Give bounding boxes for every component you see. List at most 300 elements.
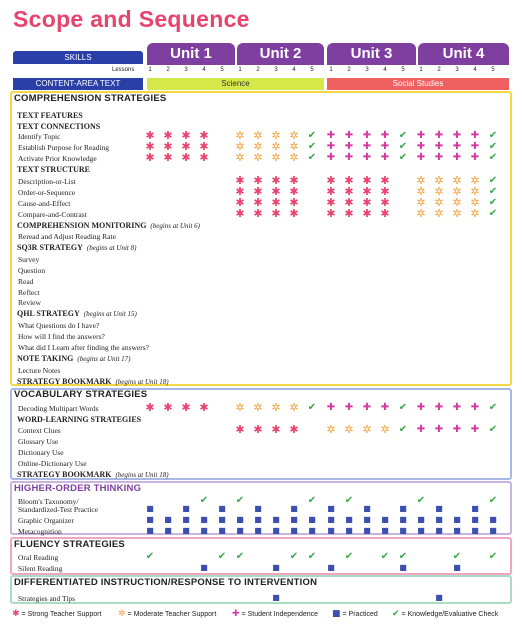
moderate-support-icon: ✲: [289, 140, 299, 153]
practiced-icon: ■: [345, 515, 353, 524]
practiced-icon: ■: [146, 504, 154, 513]
practiced-icon: ■: [182, 515, 190, 524]
practiced-icon: ■: [399, 526, 407, 535]
moderate-support-icon: ✲: [416, 196, 426, 209]
row-label: [18, 277, 33, 286]
lesson-number: 1: [238, 67, 242, 73]
practiced-icon: ■: [453, 526, 461, 535]
student-independence-icon: ✚: [362, 141, 372, 152]
practiced-icon: ■: [471, 526, 479, 535]
check-icon: ✔: [307, 130, 317, 141]
legend-strong: ✱ = Strong Teacher Support: [12, 609, 102, 619]
practiced-icon: ■: [489, 515, 497, 524]
strong-support-icon: ✱: [12, 609, 20, 619]
row-label: [18, 404, 99, 413]
check-icon: ✔: [145, 551, 155, 562]
strong-support-icon: ✱: [271, 423, 281, 436]
row-label: [17, 122, 100, 131]
moderate-support-icon: ✲: [434, 207, 444, 220]
practiced-icon: ■: [254, 504, 262, 513]
row-label: [18, 437, 58, 446]
student-independence-icon: ✚: [344, 402, 354, 413]
student-independence-icon: ✚: [470, 424, 480, 435]
lesson-number: 1: [329, 67, 333, 73]
row-note: (begins at Unit 15): [83, 310, 137, 318]
row-note: (begins at Unit 18): [115, 378, 169, 386]
practiced-icon: ■: [290, 504, 298, 513]
practiced-icon: ■: [471, 515, 479, 524]
check-icon: ✔: [398, 130, 408, 141]
practiced-icon: ■: [399, 515, 407, 524]
strong-support-icon: ✱: [362, 207, 372, 220]
practiced-icon: ■: [200, 515, 208, 524]
lesson-number: 5: [310, 67, 314, 73]
strong-support-icon: ✱: [271, 185, 281, 198]
legend-moderate: ✲ = Moderate Teacher Support: [118, 609, 217, 619]
practiced-icon: ■: [471, 504, 479, 513]
lesson-number: 4: [383, 67, 387, 73]
moderate-support-icon: ✲: [253, 151, 263, 164]
legend-independence: ✚ = Student Independence: [232, 609, 319, 619]
practiced-icon: ■: [327, 504, 335, 513]
practiced-icon: ■: [164, 526, 172, 535]
student-independence-icon: ✚: [362, 402, 372, 413]
row-label: [18, 255, 39, 264]
row-label: [18, 459, 87, 468]
lesson-number: 3: [184, 67, 188, 73]
practiced-icon: ■: [164, 515, 172, 524]
check-icon: ✔: [307, 141, 317, 152]
skills-header: SKILLS: [13, 51, 143, 64]
row-label-text: Question: [18, 266, 46, 275]
check-icon: ✔: [488, 424, 498, 435]
practiced-icon: ■: [435, 526, 443, 535]
row-label: [17, 165, 90, 174]
practiced-icon: ■: [399, 563, 407, 572]
practiced-icon: ■: [254, 526, 262, 535]
strong-support-icon: ✱: [199, 401, 209, 414]
row-note: (begins at Unit 6): [150, 222, 200, 230]
row-label-text: TEXT STRUCTURE: [17, 165, 90, 174]
moderate-support-icon: ✲: [434, 174, 444, 187]
practiced-icon: ■: [218, 515, 226, 524]
row-label-text: STRATEGY BOOKMARK: [17, 470, 112, 479]
row-label-text: COMPREHENSION MONITORING: [17, 221, 147, 230]
student-independence-icon: ✚: [470, 402, 480, 413]
row-label: [18, 564, 62, 573]
student-independence-icon: ✚: [416, 424, 426, 435]
moderate-support-icon: ✲: [344, 423, 354, 436]
check-icon: ✔: [307, 551, 317, 562]
row-label-text: How will I find the answers?: [18, 332, 105, 341]
moderate-support-icon: ✲: [271, 129, 281, 142]
student-independence-icon: ✚: [434, 141, 444, 152]
practiced-icon: ■: [327, 515, 335, 524]
row-label-text: What did I Learn after finding the answers?: [18, 343, 149, 352]
student-independence-icon: ✚: [380, 402, 390, 413]
moderate-support-icon: ✲: [253, 129, 263, 142]
row-label: [18, 516, 74, 525]
strong-support-icon: ✱: [344, 185, 354, 198]
row-label-text: NOTE TAKING: [17, 354, 74, 363]
lessons-label: Lessons: [112, 67, 135, 73]
section-differentiated: DIFFERENTIATED INSTRUCTION/RESPONSE TO INTERVENTION: [14, 577, 318, 588]
student-independence-icon: ✚: [452, 141, 462, 152]
practiced-icon: ■: [218, 504, 226, 513]
section-vocabulary: VOCABULARY STRATEGIES: [14, 389, 148, 400]
moderate-support-icon: ✲: [452, 196, 462, 209]
check-icon: ✔: [307, 152, 317, 163]
moderate-support-icon: ✲: [434, 185, 444, 198]
row-label: [17, 470, 169, 480]
row-label-text: Review: [18, 298, 41, 307]
practiced-icon: ■: [453, 563, 461, 572]
moderate-support-icon: ✲: [289, 129, 299, 142]
student-independence-icon: ✚: [326, 152, 336, 163]
practiced-icon: ■: [417, 515, 425, 524]
lesson-number: 2: [256, 67, 260, 73]
lesson-number: 2: [437, 67, 441, 73]
row-label: [18, 366, 60, 375]
strong-support-icon: ✱: [289, 185, 299, 198]
row-label-text: Decoding Multipart Words: [18, 404, 99, 413]
moderate-support-icon: ✲: [253, 401, 263, 414]
moderate-support-icon: ✲: [470, 185, 480, 198]
strong-support-icon: ✱: [235, 196, 245, 209]
row-label: [18, 527, 62, 536]
practiced-icon: ■: [272, 593, 280, 602]
student-independence-icon: ✚: [326, 130, 336, 141]
student-independence-icon: ✚: [470, 141, 480, 152]
check-icon: ✔: [344, 551, 354, 562]
moderate-support-icon: ✲: [470, 207, 480, 220]
strong-support-icon: ✱: [145, 129, 155, 142]
lesson-number: 1: [419, 67, 423, 73]
practiced-icon: ■: [399, 504, 407, 513]
strong-support-icon: ✱: [253, 423, 263, 436]
strong-support-icon: ✱: [289, 196, 299, 209]
moderate-support-icon: ✲: [289, 401, 299, 414]
check-icon: ✔: [488, 141, 498, 152]
check-icon: ✔: [488, 495, 498, 506]
strong-support-icon: ✱: [199, 140, 209, 153]
row-label: [17, 354, 130, 364]
practiced-icon: ■: [146, 515, 154, 524]
check-icon: ✔: [452, 551, 462, 562]
check-icon: ✔: [488, 175, 498, 186]
moderate-support-icon: ✲: [452, 185, 462, 198]
student-independence-icon: ✚: [434, 130, 444, 141]
strong-support-icon: ✱: [380, 174, 390, 187]
lesson-number: 2: [166, 67, 170, 73]
student-independence-icon: ✚: [416, 402, 426, 413]
student-independence-icon: ✚: [452, 130, 462, 141]
row-label: [18, 343, 149, 352]
student-independence-icon: ✚: [380, 152, 390, 163]
practiced-icon: ■: [254, 515, 262, 524]
row-label: [18, 332, 105, 341]
check-icon: ✔: [398, 424, 408, 435]
strong-support-icon: ✱: [289, 207, 299, 220]
moderate-support-icon: ✲: [235, 401, 245, 414]
row-label-text: Read: [18, 277, 34, 286]
row-label: [18, 132, 60, 141]
moderate-support-icon: ✲: [271, 140, 281, 153]
row-label-text: Reread and Adjust Reading Rate: [18, 232, 116, 241]
row-label-text: Silent Reading: [18, 564, 63, 573]
practiced-icon: ■: [290, 526, 298, 535]
row-label-text: WORD-LEARNING STRATEGIES: [17, 415, 142, 424]
unit-1-header: Unit 1: [147, 43, 235, 65]
moderate-support-icon: ✲: [470, 196, 480, 209]
content-area-text-header: CONTENT-AREA TEXT: [13, 78, 143, 90]
moderate-support-icon: ✲: [289, 151, 299, 164]
student-independence-icon: ✚: [452, 402, 462, 413]
practiced-icon: ■: [435, 593, 443, 602]
practiced-icon: ■: [146, 526, 154, 535]
practiced-icon: ■: [218, 526, 226, 535]
strong-support-icon: ✱: [181, 140, 191, 153]
practiced-icon: ■: [272, 515, 280, 524]
unit-3-header: Unit 3: [327, 43, 416, 65]
row-label: [17, 221, 200, 231]
row-label: [18, 594, 75, 603]
practiced-icon: ■: [308, 515, 316, 524]
student-independence-icon: ✚: [470, 130, 480, 141]
row-label-text: Bloom's Taxonomy/: [18, 497, 79, 506]
strong-support-icon: ✱: [362, 185, 372, 198]
check-icon: ✔: [398, 152, 408, 163]
student-independence-icon: ✚: [452, 152, 462, 163]
strong-support-icon: ✱: [326, 196, 336, 209]
moderate-support-icon: ✲: [235, 151, 245, 164]
strong-support-icon: ✱: [344, 207, 354, 220]
lesson-number: 5: [491, 67, 495, 73]
row-label-text: Compare-and-Contrast: [18, 210, 87, 219]
practiced-icon: ■: [327, 526, 335, 535]
row-label: [18, 266, 45, 275]
strong-support-icon: ✱: [344, 174, 354, 187]
row-label: [18, 210, 87, 219]
row-label-text: Establish Purpose for Reading: [18, 143, 110, 152]
strong-support-icon: ✱: [253, 196, 263, 209]
strong-support-icon: ✱: [380, 196, 390, 209]
check-icon: ✔: [488, 186, 498, 197]
student-independence-icon: ✚: [344, 130, 354, 141]
section-fluency: FLUENCY STRATEGIES: [14, 539, 125, 550]
strong-support-icon: ✱: [163, 129, 173, 142]
student-independence-icon: ✚: [362, 152, 372, 163]
strong-support-icon: ✱: [235, 185, 245, 198]
row-label-text: What Questions do I have?: [18, 321, 100, 330]
practiced-icon: ■: [332, 609, 341, 619]
social-studies-header: Social Studies: [327, 78, 509, 90]
check-icon: ✔: [488, 152, 498, 163]
moderate-support-icon: ✲: [380, 423, 390, 436]
check-icon: ✔: [488, 402, 498, 413]
student-independence-icon: ✚: [470, 152, 480, 163]
strong-support-icon: ✱: [181, 151, 191, 164]
lesson-number: 4: [473, 67, 477, 73]
row-label: [17, 243, 136, 253]
row-label: [18, 505, 98, 514]
row-label: [18, 143, 109, 152]
row-label-text: TEXT CONNECTIONS: [17, 122, 101, 131]
legend-practiced: ■ = Practiced: [332, 609, 378, 619]
lesson-number: 1: [148, 67, 152, 73]
row-label-text: TEXT FEATURES: [17, 111, 83, 120]
row-label-text: Context Clues: [18, 426, 61, 435]
check-icon: ✔: [488, 197, 498, 208]
practiced-icon: ■: [182, 504, 190, 513]
row-label-text: Strategies and Tips: [18, 594, 76, 603]
strong-support-icon: ✱: [253, 185, 263, 198]
check-icon: ✔: [488, 130, 498, 141]
row-label: [17, 377, 169, 387]
strong-support-icon: ✱: [253, 174, 263, 187]
row-label: [18, 177, 76, 186]
check-icon: ✔: [488, 208, 498, 219]
strong-support-icon: ✱: [289, 174, 299, 187]
strong-support-icon: ✱: [163, 151, 173, 164]
check-icon: ✔: [199, 495, 209, 506]
check-icon: ✔: [488, 551, 498, 562]
lesson-number: 3: [365, 67, 369, 73]
row-label-text: Metacognition: [18, 527, 62, 536]
student-independence-icon: ✚: [326, 141, 336, 152]
moderate-support-icon: ✲: [416, 174, 426, 187]
row-label: [18, 154, 97, 163]
strong-support-icon: ✱: [145, 151, 155, 164]
student-independence-icon: ✚: [380, 141, 390, 152]
practiced-icon: ■: [290, 515, 298, 524]
moderate-support-icon: ✲: [235, 129, 245, 142]
row-label: [18, 448, 64, 457]
check-icon: ✔: [398, 141, 408, 152]
strong-support-icon: ✱: [181, 401, 191, 414]
strong-support-icon: ✱: [235, 423, 245, 436]
moderate-support-icon: ✲: [416, 185, 426, 198]
strong-support-icon: ✱: [362, 174, 372, 187]
strong-support-icon: ✱: [235, 174, 245, 187]
moderate-support-icon: ✲: [470, 174, 480, 187]
row-label: [18, 232, 116, 241]
practiced-icon: ■: [272, 563, 280, 572]
practiced-icon: ■: [200, 526, 208, 535]
row-label: [18, 298, 41, 307]
lesson-number: 5: [220, 67, 224, 73]
moderate-support-icon: ✲: [434, 196, 444, 209]
row-label-text: Standardized-Test Practice: [18, 505, 99, 514]
row-note: (begins at Unit 18): [115, 471, 169, 479]
lesson-number: 2: [347, 67, 351, 73]
strong-support-icon: ✱: [271, 207, 281, 220]
student-independence-icon: ✚: [434, 424, 444, 435]
student-independence-icon: ✚: [344, 141, 354, 152]
strong-support-icon: ✱: [271, 196, 281, 209]
check-icon: ✔: [344, 495, 354, 506]
strong-support-icon: ✱: [380, 185, 390, 198]
strong-support-icon: ✱: [163, 401, 173, 414]
check-icon: ✔: [235, 495, 245, 506]
row-note: (begins at Unit 8): [86, 244, 137, 252]
row-label-text: Dictionary Use: [18, 448, 64, 457]
moderate-support-icon: ✲: [452, 174, 462, 187]
check-icon: ✔: [307, 495, 317, 506]
strong-support-icon: ✱: [163, 140, 173, 153]
student-independence-icon: ✚: [416, 152, 426, 163]
row-label: [17, 309, 137, 319]
practiced-icon: ■: [363, 504, 371, 513]
science-header: Science: [147, 78, 324, 90]
strong-support-icon: ✱: [253, 207, 263, 220]
strong-support-icon: ✱: [344, 196, 354, 209]
strong-support-icon: ✱: [145, 401, 155, 414]
check-icon: ✔: [380, 551, 390, 562]
practiced-icon: ■: [272, 526, 280, 535]
strong-support-icon: ✱: [271, 174, 281, 187]
student-independence-icon: ✚: [362, 130, 372, 141]
check-icon: ✔: [307, 402, 317, 413]
row-label: [18, 288, 40, 297]
row-label-text: Survey: [18, 255, 40, 264]
row-label-text: STRATEGY BOOKMARK: [17, 377, 112, 386]
strong-support-icon: ✱: [199, 151, 209, 164]
moderate-support-icon: ✲: [271, 151, 281, 164]
strong-support-icon: ✱: [199, 129, 209, 142]
legend-check: ✔ = Knowledge/Evaluative Check: [392, 609, 499, 619]
practiced-icon: ■: [345, 526, 353, 535]
row-label: [18, 199, 70, 208]
practiced-icon: ■: [417, 526, 425, 535]
row-label-text: Description-or-List: [18, 177, 76, 186]
moderate-support-icon: ✲: [416, 207, 426, 220]
practiced-icon: ■: [435, 515, 443, 524]
moderate-support-icon: ✲: [253, 140, 263, 153]
student-independence-icon: ✚: [344, 152, 354, 163]
practiced-icon: ■: [236, 526, 244, 535]
practiced-icon: ■: [236, 515, 244, 524]
row-label: [17, 111, 83, 120]
practiced-icon: ■: [200, 563, 208, 572]
row-label-text: Lecture Notes: [18, 366, 61, 375]
section-higher-order: HIGHER-ORDER THINKING: [14, 483, 142, 494]
student-independence-icon: ✚: [380, 130, 390, 141]
row-label: [18, 188, 75, 197]
strong-support-icon: ✱: [326, 174, 336, 187]
row-label-text: Identify Topic: [18, 132, 61, 141]
row-label-text: Cause-and-Effect: [18, 199, 71, 208]
moderate-support-icon: ✲: [235, 140, 245, 153]
row-label-text: Order-or-Sequence: [18, 188, 76, 197]
practiced-icon: ■: [308, 526, 316, 535]
check-icon: ✔: [289, 551, 299, 562]
practiced-icon: ■: [363, 526, 371, 535]
unit-2-header: Unit 2: [237, 43, 324, 65]
student-independence-icon: ✚: [416, 130, 426, 141]
row-label: [18, 426, 61, 435]
student-independence-icon: ✚: [434, 152, 444, 163]
strong-support-icon: ✱: [289, 423, 299, 436]
row-label-text: Graphic Organizer: [18, 516, 74, 525]
check-icon: ✔: [398, 402, 408, 413]
unit-4-header: Unit 4: [418, 43, 509, 65]
row-label-text: Reflect: [18, 288, 40, 297]
row-label-text: Glossary Use: [18, 437, 59, 446]
check-icon: ✔: [392, 609, 400, 619]
practiced-icon: ■: [381, 515, 389, 524]
strong-support-icon: ✱: [380, 207, 390, 220]
